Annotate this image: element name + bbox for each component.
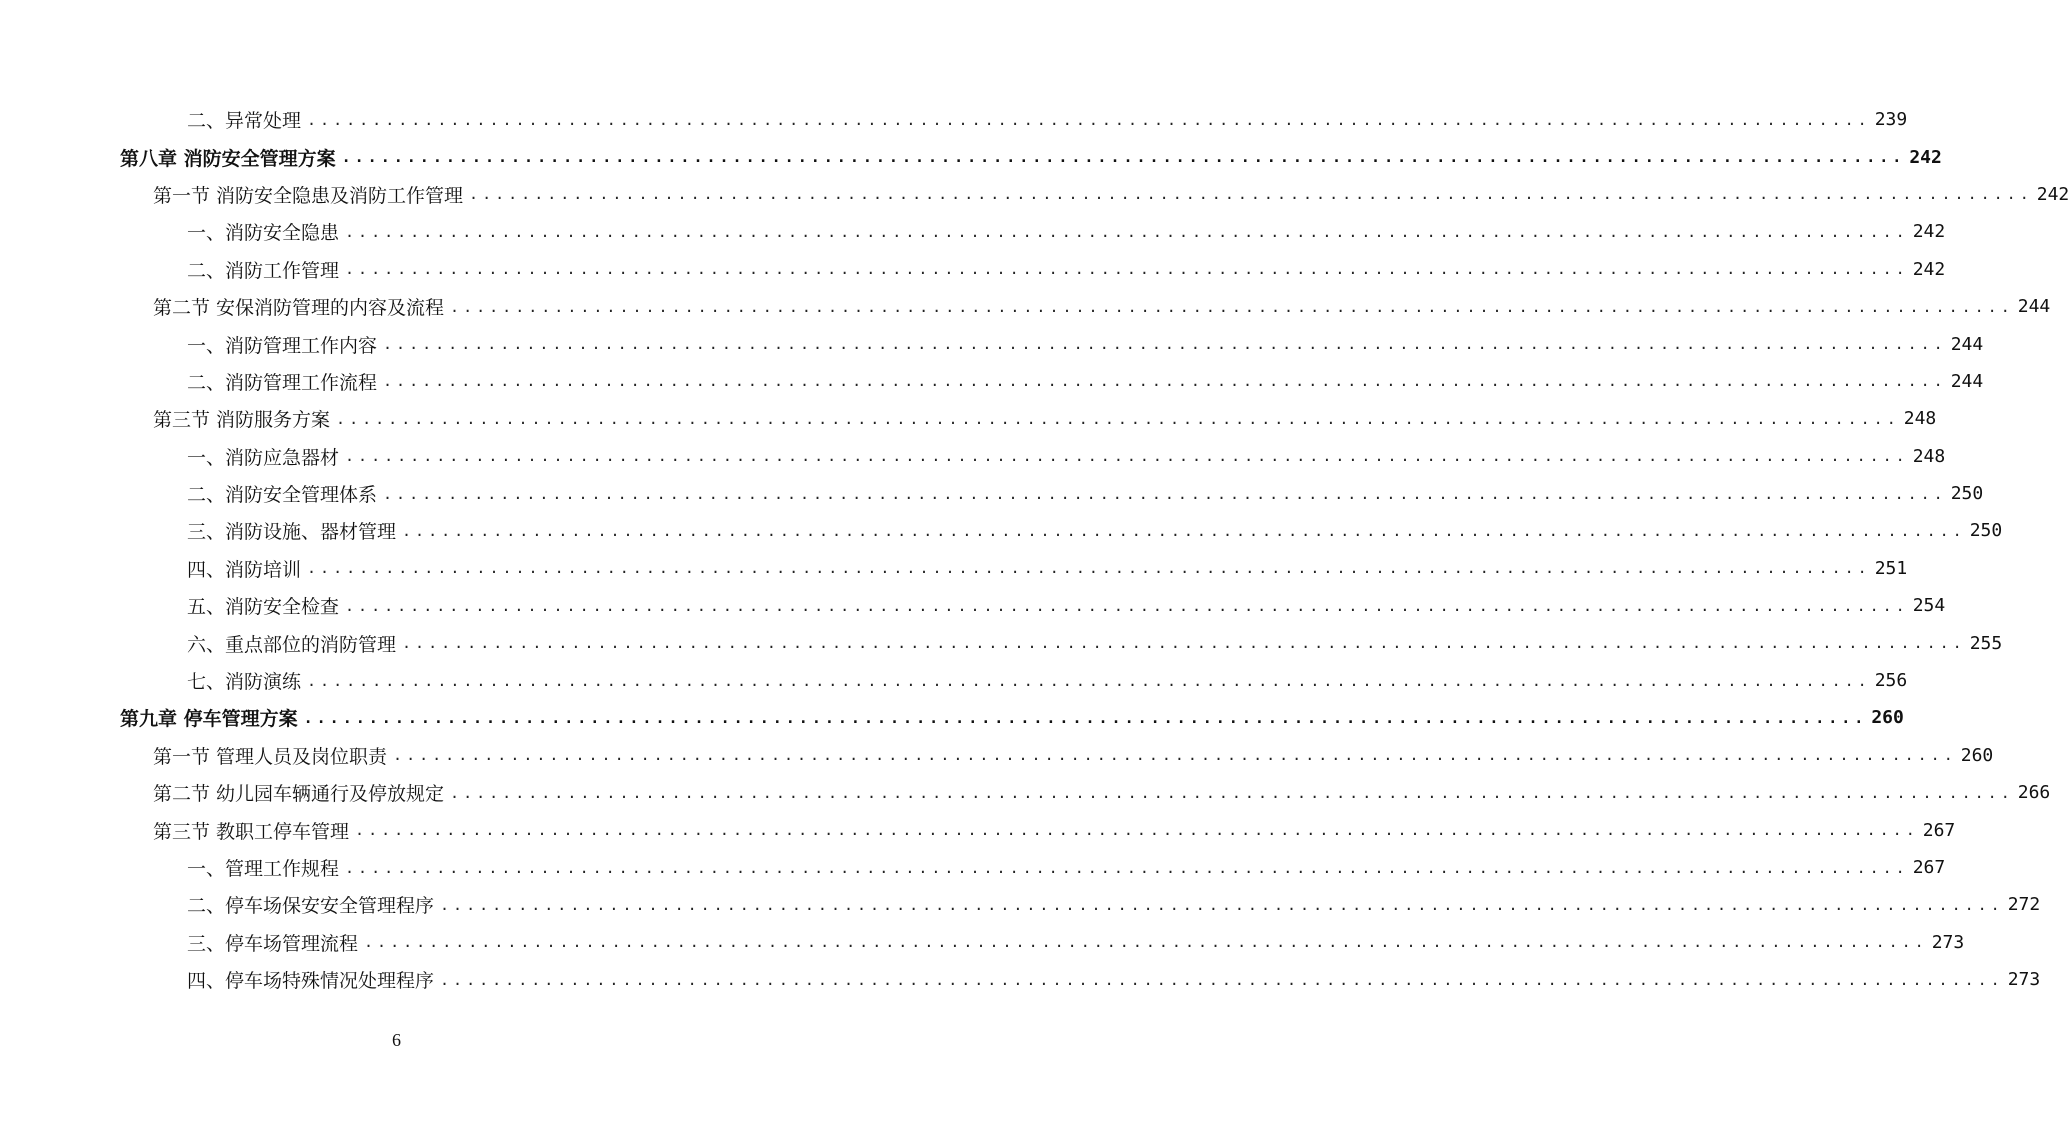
toc-dot-leader: ........................................................................................................................ (469, 185, 2033, 204)
toc-entry-item[interactable] (0, 587, 1946, 624)
toc-dot-leader: ........................................................................................................................ (307, 110, 1871, 129)
toc-dot-leader: ........................................................................................................................ (345, 260, 1909, 279)
toc-dot-leader: ........................................................................................................................ (303, 708, 1868, 727)
toc-entry-title: 二、消防安全管理体系 (187, 484, 378, 507)
toc-entry-page-number: 248 (1903, 408, 1937, 430)
toc-dot-leader: ........................................................................................................................ (393, 746, 1957, 765)
toc-entry-section[interactable] (0, 176, 2069, 213)
toc-entry-title: 一、消防安全隐患 (187, 222, 340, 245)
toc-entry-item[interactable] (0, 512, 2003, 549)
toc-entry-chapter[interactable] (0, 699, 1904, 736)
toc-entry-item[interactable] (0, 961, 2041, 998)
toc-dot-leader: ........................................................................................................................ (336, 409, 1900, 428)
toc-entry-title: 六、重点部位的消防管理 (187, 633, 397, 656)
toc-entry-title: 第八章 消防安全管理方案 (120, 147, 336, 170)
toc-entry-page-number: 242 (1912, 258, 1946, 280)
toc-entry-page-number: 267 (1912, 857, 1946, 878)
toc-entry-item[interactable] (0, 550, 1908, 587)
toc-entry-title: 一、管理工作规程 (187, 858, 340, 880)
toc-entry-item[interactable] (0, 475, 1984, 512)
toc-entry-page-number: 242 (2036, 183, 2069, 205)
toc-entry-page-number: 242 (1912, 221, 1946, 243)
toc-entry-title: 一、消防应急器材 (187, 446, 340, 469)
toc-dot-leader: ........................................................................................................................ (307, 671, 1871, 690)
toc-entry-title: 三、停车场管理流程 (187, 932, 359, 955)
table-of-contents (0, 101, 2069, 998)
toc-entry-title: 一、消防管理工作内容 (187, 334, 378, 357)
toc-entry-item[interactable] (0, 363, 1984, 400)
toc-entry-title: 第三节 教职工停车管理 (153, 820, 350, 843)
toc-dot-leader: ........................................................................................................................ (355, 821, 1919, 840)
toc-entry-page-number: 273 (1931, 931, 1965, 953)
toc-dot-leader: ........................................................................................................................ (307, 559, 1871, 578)
toc-entry-title: 五、消防安全检查 (187, 596, 340, 619)
toc-entry-title: 四、消防培训 (187, 558, 302, 581)
toc-entry-item[interactable] (0, 924, 1965, 961)
toc-dot-leader: ........................................................................................................................ (345, 596, 1909, 615)
toc-entry-section[interactable] (0, 288, 2051, 325)
toc-entry-title: 第一节 管理人员及岗位职责 (153, 745, 388, 768)
toc-entry-section[interactable] (0, 774, 2051, 811)
toc-entry-item[interactable] (0, 438, 1946, 475)
toc-dot-leader: ........................................................................................................................ (345, 858, 1909, 877)
toc-dot-leader: ........................................................................................................................ (383, 484, 1947, 503)
toc-entry-title: 七、消防演练 (187, 671, 302, 694)
toc-entry-title: 第三节 消防服务方案 (153, 409, 331, 432)
toc-entry-page-number: 255 (1969, 632, 2003, 654)
toc-entry-page-number: 239 (1874, 109, 1908, 131)
toc-entry-item[interactable] (0, 213, 1946, 250)
toc-entry-title: 二、异常处理 (187, 110, 302, 133)
toc-entry-title: 第二节 安保消防管理的内容及流程 (153, 297, 445, 320)
toc-dot-leader: ........................................................................................................................ (402, 521, 1966, 540)
toc-entry-item[interactable] (0, 624, 2003, 661)
toc-entry-page-number: 273 (2007, 969, 2041, 991)
toc-entry-title: 二、消防工作管理 (187, 259, 340, 282)
toc-entry-item[interactable] (0, 662, 1908, 699)
toc-dot-leader: ........................................................................................................................ (364, 933, 1928, 952)
toc-entry-section[interactable] (0, 737, 1994, 774)
toc-entry-page-number: 250 (1950, 483, 1984, 505)
toc-entry-item[interactable] (0, 251, 1946, 288)
toc-entry-section[interactable] (0, 400, 1937, 437)
toc-entry-title: 第一节 消防安全隐患及消防工作管理 (153, 184, 464, 207)
toc-entry-page-number: 244 (1950, 370, 1984, 392)
toc-entry-page-number: 242 (1909, 146, 1942, 168)
toc-dot-leader: ........................................................................................................................ (450, 297, 2014, 316)
toc-dot-leader: ........................................................................................................................ (450, 783, 2014, 802)
toc-entry-page-number: 266 (2017, 782, 2051, 804)
toc-entry-page-number: 260 (1960, 744, 1994, 766)
toc-entry-section[interactable] (0, 811, 1956, 848)
toc-entry-page-number: 248 (1912, 445, 1946, 467)
toc-dot-leader: ........................................................................................................................ (402, 634, 1966, 653)
toc-entry-page-number: 250 (1969, 520, 2003, 542)
toc-entry-title: 第二节 幼儿园车辆通行及停放规定 (153, 783, 445, 806)
toc-entry-page-number: 256 (1874, 670, 1908, 692)
toc-entry-page-number: 267 (1922, 819, 1956, 841)
toc-entry-page-number: 251 (1874, 557, 1908, 579)
toc-entry-item[interactable] (0, 101, 1908, 138)
toc-entry-page-number: 244 (1950, 333, 1984, 355)
toc-entry-title: 四、停车场特殊情况处理程序 (187, 970, 435, 993)
toc-entry-title: 二、停车场保安安全管理程序 (187, 895, 435, 918)
toc-entry-page-number: 272 (2007, 894, 2041, 916)
toc-entry-item[interactable] (0, 849, 1946, 886)
toc-dot-leader: ........................................................................................................................ (345, 447, 1909, 466)
toc-entry-item[interactable] (0, 325, 1984, 362)
page-number: 6 (392, 1030, 401, 1050)
toc-entry-page-number: 260 (1871, 707, 1904, 729)
toc-entry-title: 二、消防管理工作流程 (187, 371, 378, 394)
toc-dot-leader: ........................................................................................................................ (440, 895, 2004, 914)
toc-entry-page-number: 254 (1912, 595, 1946, 617)
toc-dot-leader: ........................................................................................................................ (345, 222, 1909, 241)
toc-dot-leader: ........................................................................................................................ (440, 970, 2004, 989)
toc-dot-leader: ........................................................................................................................ (383, 335, 1947, 354)
toc-entry-title: 第九章 停车管理方案 (120, 708, 298, 731)
toc-entry-chapter[interactable] (0, 138, 1942, 175)
toc-entry-page-number: 244 (2017, 296, 2051, 318)
toc-entry-title: 三、消防设施、器材管理 (187, 521, 397, 544)
toc-dot-leader: ........................................................................................................................ (383, 372, 1947, 391)
toc-entry-item[interactable] (0, 886, 2041, 923)
toc-dot-leader: ........................................................................................................................ (341, 148, 1906, 167)
